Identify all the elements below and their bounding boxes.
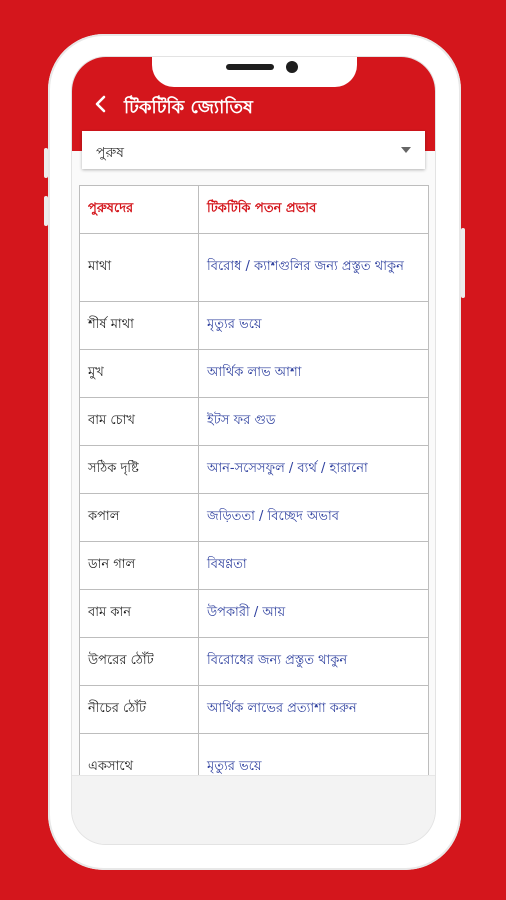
table-row xyxy=(80,234,429,302)
body-part-cell: শীর্ষ মাথা xyxy=(80,302,199,350)
effect-cell: আর্থিক লাভের প্রত্যাশা করুন xyxy=(199,686,429,734)
effect-cell: জড়িততা / বিচ্ছেদ অভাব xyxy=(199,494,429,542)
gender-dropdown[interactable] xyxy=(82,131,425,169)
page-title: টিকটিকি জ্যোতিষ xyxy=(124,97,253,118)
body-part-cell: কপাল xyxy=(80,494,199,542)
body-part-cell: মাথা xyxy=(80,234,199,302)
app-screen xyxy=(72,57,435,844)
table-row xyxy=(80,734,429,776)
body-part-cell: সঠিক দৃষ্টি xyxy=(80,446,199,494)
phone-side-button-left-2 xyxy=(44,196,48,226)
phone-notch xyxy=(152,57,357,87)
effect-cell: বিরোধের জন্য প্রস্তুত থাকুন xyxy=(199,638,429,686)
bottom-bar xyxy=(72,775,435,844)
table-row xyxy=(80,590,429,638)
table-row xyxy=(80,542,429,590)
table-header-row xyxy=(80,186,429,234)
effect-cell: ইটস ফর গুড xyxy=(199,398,429,446)
table-row xyxy=(80,638,429,686)
effect-cell: উপকারী / আয় xyxy=(199,590,429,638)
header-cell-effect: টিকটিকি পতন প্রভাব xyxy=(199,186,429,234)
header-cell-body-part: পুরুষদের xyxy=(80,186,199,234)
table-row xyxy=(80,686,429,734)
effect-cell: বিরোধ / ক্যাশগুলির জন্য প্রস্তুত থাকুন xyxy=(199,234,429,302)
dropdown-caret-icon xyxy=(401,147,411,153)
effect-cell: বিষণ্ণতা xyxy=(199,542,429,590)
table-row xyxy=(80,398,429,446)
table-row xyxy=(80,494,429,542)
table-row xyxy=(80,350,429,398)
effects-table xyxy=(79,185,429,775)
phone-side-button-right xyxy=(461,228,465,298)
dropdown-selected-value: পুরুষ xyxy=(96,145,124,161)
body-part-cell: বাম চোখ xyxy=(80,398,199,446)
chevron-left-icon[interactable] xyxy=(88,91,114,117)
effect-cell: আন-সসেসফুল / ব্যর্থ / হারানো xyxy=(199,446,429,494)
effect-cell: মৃত্যুর ভয়ে xyxy=(199,302,429,350)
body-part-cell: ডান গাল xyxy=(80,542,199,590)
front-camera xyxy=(286,61,298,73)
effect-cell: মৃত্যুর ভয়ে xyxy=(199,734,429,776)
table-row xyxy=(80,446,429,494)
body-part-cell: মুখ xyxy=(80,350,199,398)
speaker-grille xyxy=(226,64,274,70)
back-arrow-svg xyxy=(88,91,114,117)
body-part-cell: একসাথে xyxy=(80,734,199,776)
body-part-cell: নীচের ঠোঁট xyxy=(80,686,199,734)
body-part-cell: বাম কান xyxy=(80,590,199,638)
effect-cell: আর্থিক লাভ আশা xyxy=(199,350,429,398)
body-part-cell: উপরের ঠোঁট xyxy=(80,638,199,686)
effects-table-container[interactable] xyxy=(79,185,429,775)
phone-side-button-left xyxy=(44,148,48,178)
table-row xyxy=(80,302,429,350)
